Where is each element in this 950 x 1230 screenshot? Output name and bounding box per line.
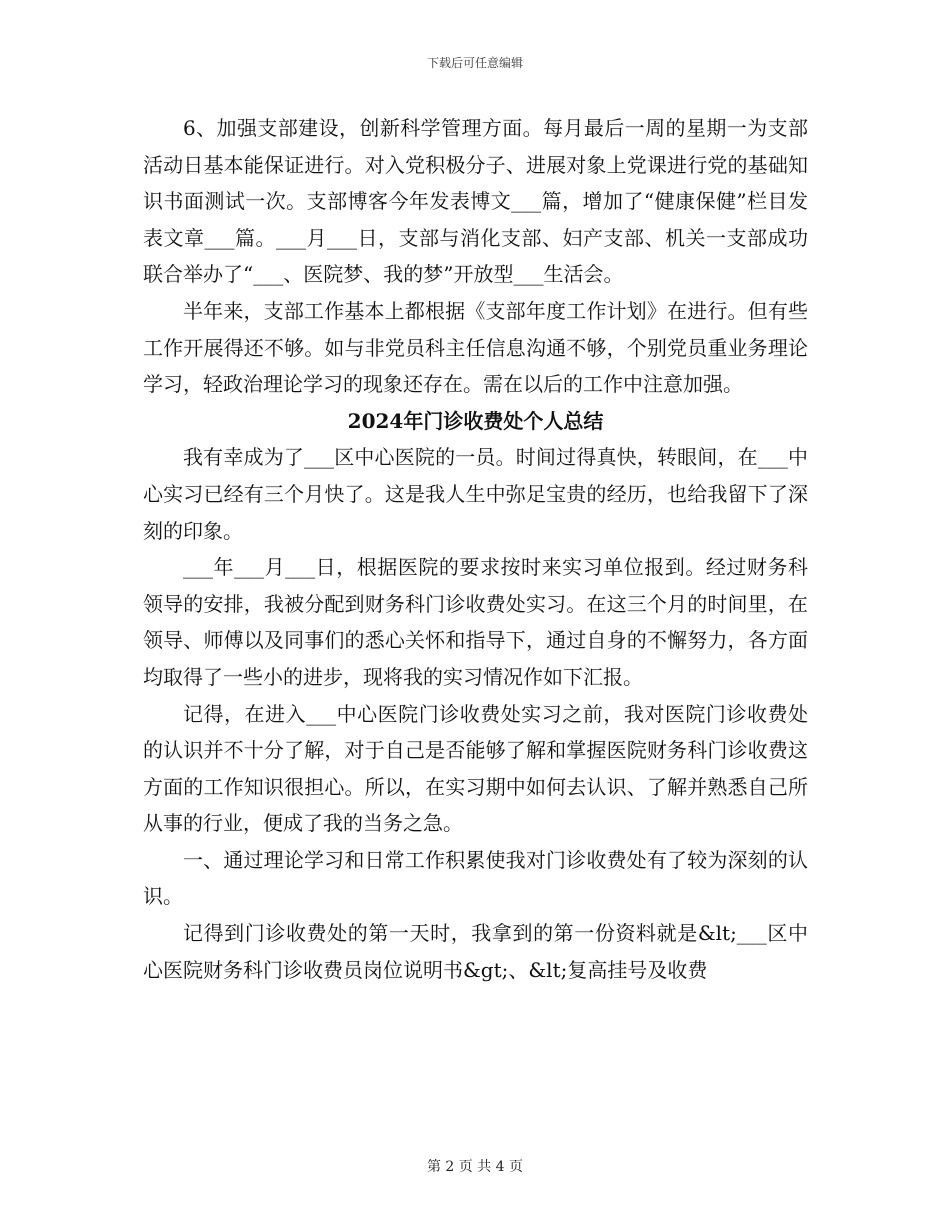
page-header: 下载后可任意编辑 <box>426 56 523 70</box>
paragraph-report-in: ___年___月___日，根据医院的要求按时来实习单位报到。经过财务科领导的安排，我被分配到财务科门诊收费处实习。在这三个月的时间里，在领导、师傅以及同事们的悉心关怀和指导下，通过自身的不懈努力，各方面均取得了一些小的进步，现将我的实习情况作如下汇报。 <box>143 555 808 689</box>
paragraph-heading-one: 一、通过理论学习和日常工作积累使我对门诊收费处有了较为深刻的认识。 <box>143 847 808 909</box>
paragraph-support-building: 6、加强支部建设，创新科学管理方面。每月最后一周的星期一为支部活动日基本能保证进行。对入党积极分子、进展对象上党课进行党的基础知识书面测试一次。支部博客今年发表博文___篇，增加了“健康保健”栏目发表文章___篇。___月___日，支部与消化支部、妇产支部、机关一支部成功联合举办了“___、医院梦、我的梦”开放型___生活会。 <box>143 116 808 287</box>
paragraph-first-day: 记得到门诊收费处的第一天时，我拿到的第一份资料就是&lt;___区中心医院财务科门诊收费员岗位说明书&gt;、&lt;复高挂号及收费 <box>143 921 808 982</box>
section-title: 2024年门诊收费处个人总结 <box>347 408 604 433</box>
paragraph-half-year-summary: 半年来，支部工作基本上都根据《支部年度工作计划》在进行。但有些工作开展得还不够。如与非党员科主任信息沟通不够，个别党员重业务理论学习，轻政治理论学习的现象还存在。需在以后的工作中注意加强。 <box>143 298 808 397</box>
paragraph-remember: 记得，在进入___中心医院门诊收费处实习之前，我对医院门诊收费处的认识并不十分了解，对于自己是否能够了解和掌握医院财务科门诊收费这方面的工作知识很担心。所以，在实习期中如何去认识、了解并熟悉自己所从事的行业，便成了我的当务之急。 <box>143 701 808 836</box>
paragraph-intro: 我有幸成为了___区中心医院的一员。时间过得真快，转眼间，在___中心实习已经有三个月快了。这是我人生中弥足宝贵的经历，也给我留下了深刻的印象。 <box>143 445 808 543</box>
page-footer: 第 2 页 共 4 页 <box>426 1159 524 1175</box>
document-body <box>143 110 808 988</box>
